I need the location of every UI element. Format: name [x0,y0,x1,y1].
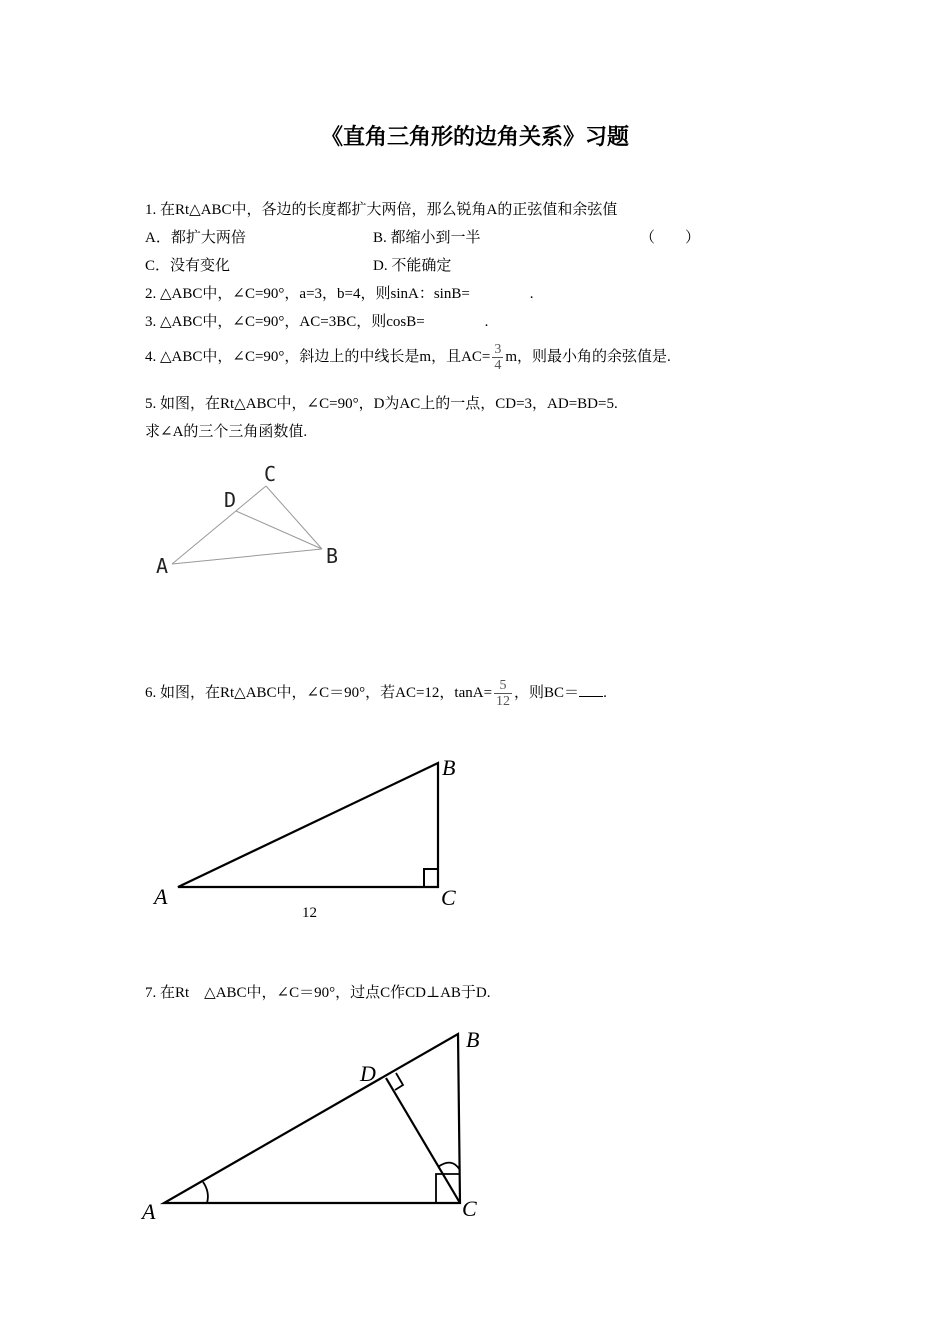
q7-angle-bcd-arc [438,1163,460,1170]
q4-post: m，则最小角的余弦值是. [505,348,671,365]
q5-figure [156,462,338,578]
q5-label-a: A [156,554,169,578]
q4-fraction-den: 4 [494,358,502,373]
q5-side-ab [172,549,322,564]
q4-fraction-num: 3 [494,342,502,357]
q7-figure [140,1027,479,1224]
q3-text: 3. △ABC中，∠C=90°，AC=3BC，则cosB= . [145,314,489,330]
q6-post: ，则BC＝ [514,684,580,701]
q6-end: . [603,684,607,701]
q5-label-b: B [326,544,339,568]
q5-side-ac [172,486,266,564]
q7-altitude-cd [386,1078,460,1203]
q5-label-d: D [224,488,237,512]
q6-triangle [178,763,438,887]
q5-label-c: C [264,462,277,486]
q5-line2: 求∠A的三个三角函数值. [145,424,308,440]
q7-right-angle-d [395,1073,403,1090]
q6-label-b: B [442,755,456,780]
q6-label-c: C [441,885,456,910]
q2-text: 2. △ABC中，∠C=90°，a=3，b=4，则sinA：sinB= . [145,286,534,302]
q7-label-d: D [360,1061,376,1086]
q4-pre: 4. △ABC中，∠C=90°，斜边上的中线长是m，且AC= [145,348,491,365]
q6-right-angle-mark [424,869,438,887]
q1-answer-paren: （ ） [640,230,701,246]
q7-label-b: B [466,1027,480,1052]
q6-pre: 6. 如图，在Rt△ABC中，∠C＝90°，若AC=12，tanA= [145,684,493,701]
q7-label-c: C [462,1196,477,1221]
q6-fraction-num: 5 [499,678,507,693]
q1-option-a: A．都扩大两倍 [145,230,246,246]
q7-angle-a-arc [203,1182,208,1203]
q1-option-d: D. 不能确定 [373,258,452,274]
q6-side-label: 12 [302,905,317,921]
q6-label-a: A [154,884,168,909]
q7-stem: 7. 在Rt △ABC中，∠C＝90°，过点C作CD⊥AB于D. [145,985,491,1001]
page-title: 《直角三角形的边角关系》习题 [320,125,629,150]
q7-triangle [164,1034,460,1203]
q6-figure [152,755,456,921]
q7-label-a: A [142,1199,156,1224]
q5-segment-db [236,511,322,549]
q5-side-cb [266,486,322,549]
q1-stem: 1. 在Rt△ABC中，各边的长度都扩大两倍，那么锐角A的正弦值和余弦值 [145,202,618,218]
q5-line1: 5. 如图，在Rt△ABC中，∠C=90°，D为AC上的一点，CD=3，AD=BD=5. [145,396,618,412]
q1-option-b: B. 都缩小到一半 [373,230,481,246]
q1-option-c: C．没有变化 [145,258,231,274]
q6-fraction-den: 12 [496,694,511,709]
